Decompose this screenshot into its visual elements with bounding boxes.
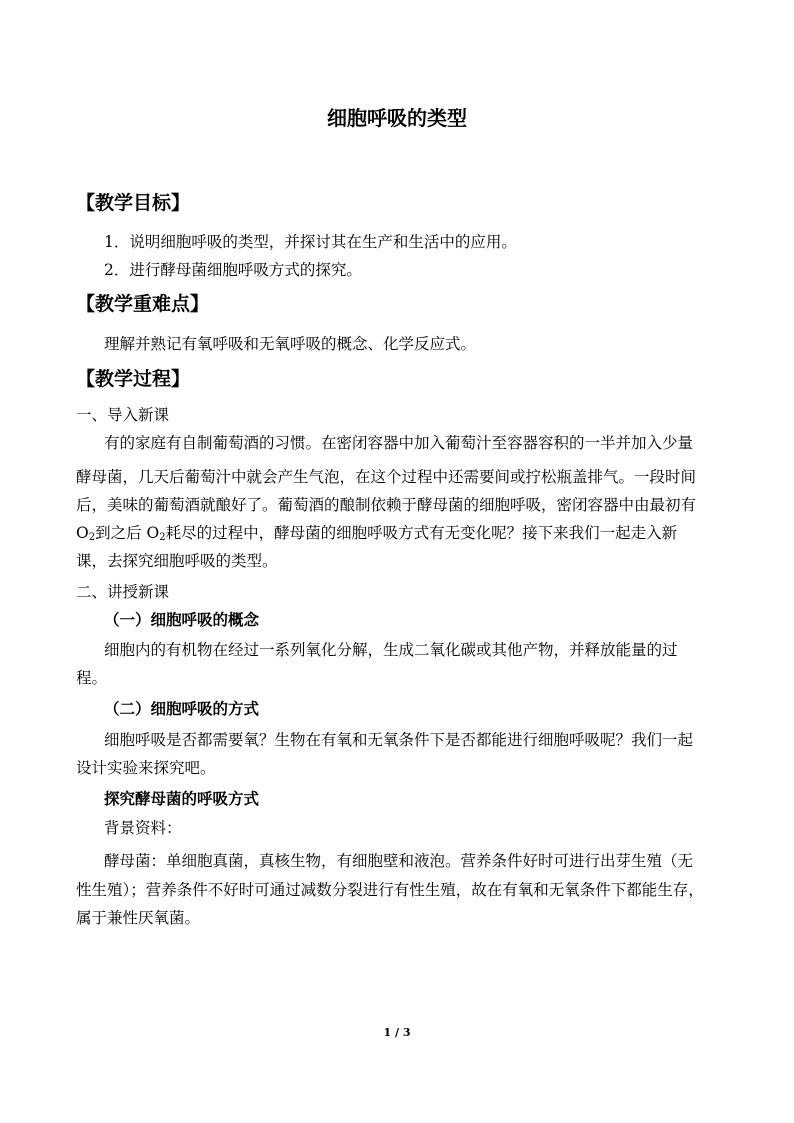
process-heading: 【教学过程】 — [76, 368, 191, 390]
sub2-title: （二）细胞呼吸的方式 — [104, 699, 260, 718]
key-points-text: 理解并熟记有氧呼吸和无氧呼吸的概念、化学反应式。 — [104, 335, 477, 353]
part1-line-4 — [76, 522, 677, 544]
o2-symbol: O — [146, 524, 160, 542]
part1-line-4a: 到之后 — [95, 524, 142, 542]
part1-line-2: 酵母菌，几天后葡萄汁中就会产生气泡，在这个过程中还需要间或拧松瓶盖排气。一段时间 — [76, 468, 697, 486]
yeast-line-2: 性生殖）；营养条件不好时可通过减数分裂进行有性生殖，故在有氧和无氧条件下都能生存， — [76, 881, 704, 899]
background-label: 背景资料： — [104, 819, 182, 837]
objectives-heading: 【教学目标】 — [76, 192, 191, 214]
part1-line-3: 后，美味的葡萄酒就酿好了。葡萄酒的酿制依赖于酵母菌的细胞呼吸，密闭容器中由最初有 — [76, 496, 697, 514]
page-number: 1 / 3 — [383, 1026, 411, 1039]
yeast-line-3: 属于兼性厌氧菌。 — [76, 909, 201, 927]
yeast-line-1: 酵母菌：单细胞真菌，真核生物，有细胞壁和液泡。营养条件好时可进行出芽生殖（无 — [104, 852, 694, 870]
sub1-line-2: 程。 — [76, 669, 108, 687]
part2-title: 二、讲授新课 — [76, 583, 170, 601]
objective-item-1: 1．说明细胞呼吸的类型，并探讨其在生产和生活中的应用。 — [104, 233, 517, 251]
key-points-heading: 【教学重难点】 — [76, 293, 210, 315]
part1-line-1: 有的家庭有自制葡萄酒的习惯。在密闭容器中加入葡萄汁至容器容积的一半并加入少量 — [104, 434, 694, 452]
sub1-title: （一）细胞呼吸的概念 — [104, 610, 260, 629]
explore-title: 探究酵母菌的呼吸方式 — [104, 789, 260, 808]
o2-symbol: O — [76, 524, 89, 542]
part1-line-5: 课，去探究细胞呼吸的类型。 — [76, 552, 278, 570]
sub2-line-2: 设计实验来探究吧。 — [76, 759, 216, 777]
part1-line-4b: 耗尽的过程中，酵母菌的细胞呼吸方式有无变化呢？接下来我们一起走入新 — [165, 524, 678, 542]
part1-title: 一、导入新课 — [76, 406, 170, 424]
o2-subscript: 2 — [159, 532, 166, 543]
sub1-line-1: 细胞内的有机物在经过一系列氧化分解，生成二氧化碳或其他产物，并释放能量的过 — [104, 641, 678, 659]
page-title: 细胞呼吸的类型 — [327, 106, 467, 130]
sub2-line-1: 细胞呼吸是否都需要氧？生物在有氧和无氧条件下是否都能进行细胞呼吸呢？我们一起 — [104, 731, 694, 749]
objective-item-2: 2．进行酵母菌细胞呼吸方式的探究。 — [104, 261, 362, 279]
o2-subscript: 2 — [88, 532, 96, 543]
